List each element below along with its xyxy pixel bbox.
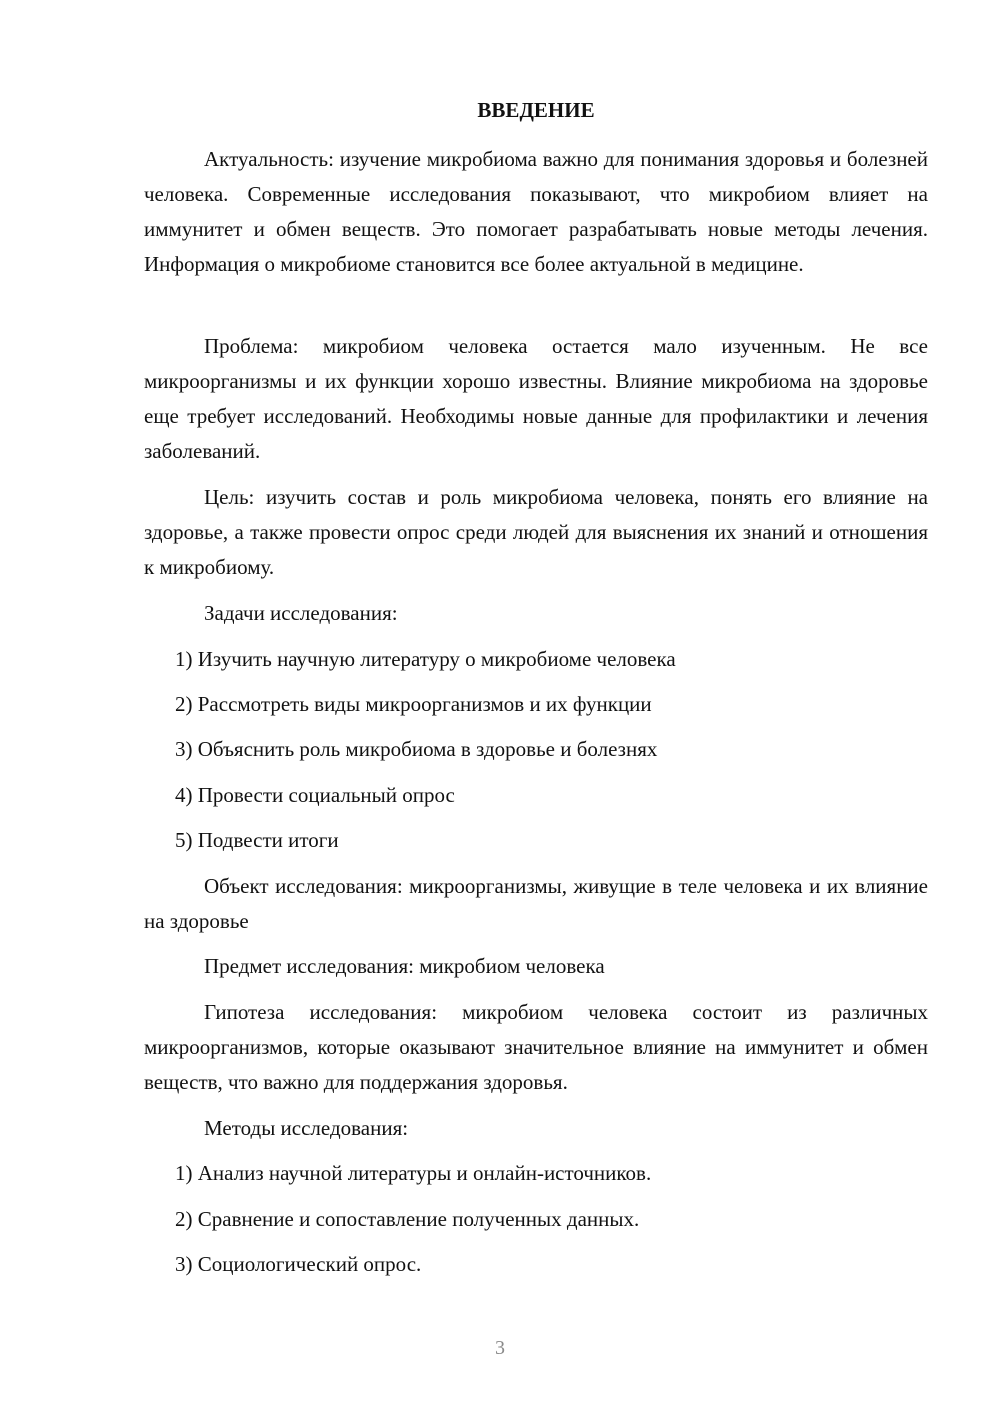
methods-title: Методы исследования:: [204, 1116, 409, 1140]
section-heading: ВВЕДЕНИЕ: [477, 98, 595, 122]
relevance-paragraph: Актуальность: изучение микробиома важно для понимания здоровья и болезней человека. Современные исследования показывают, что микробиом влияет на иммунитет и обмен веществ. Это помогает разрабатывать новые методы лечения. Информация о микробиоме становится все более актуальной в медицине.: [144, 147, 928, 276]
subject-paragraph: Предмет исследования: микробиом человека: [204, 954, 605, 978]
method-item: 3) Социологический опрос.: [175, 1252, 422, 1276]
goal-paragraph: Цель: изучить состав и роль микробиома человека, понять его влияние на здоровье, а также провести опрос среди людей для выяснения их знаний и отношения к микробиому.: [144, 485, 928, 579]
problem-paragraph: Проблема: микробиом человека остается мало изученным. Не все микроорганизмы и их функции хорошо известны. Влияние микробиома на здоровье еще требует исследований. Необходимы новые данные для профилактики и лечения заболеваний.: [144, 334, 928, 463]
task-item: 4) Провести социальный опрос: [175, 783, 455, 807]
task-item: 1) Изучить научную литературу о микробиоме человека: [175, 647, 676, 671]
method-item: 1) Анализ научной литературы и онлайн-источников.: [175, 1161, 652, 1185]
page-number: 3: [495, 1337, 505, 1359]
method-item: 2) Сравнение и сопоставление полученных данных.: [175, 1207, 640, 1231]
task-item: 3) Объяснить роль микробиома в здоровье и болезнях: [175, 737, 658, 761]
hypothesis-paragraph: Гипотеза исследования: микробиом человека состоит из различных микроорганизмов, которые оказывают значительное влияние на иммунитет и обмен веществ, что важно для поддержания здоровья.: [144, 1000, 928, 1094]
task-item: 2) Рассмотреть виды микроорганизмов и их функции: [175, 692, 652, 716]
tasks-title: Задачи исследования:: [204, 601, 398, 625]
object-paragraph: Объект исследования: микроорганизмы, живущие в теле человека и их влияние на здоровье: [144, 874, 928, 933]
task-item: 5) Подвести итоги: [175, 828, 339, 852]
